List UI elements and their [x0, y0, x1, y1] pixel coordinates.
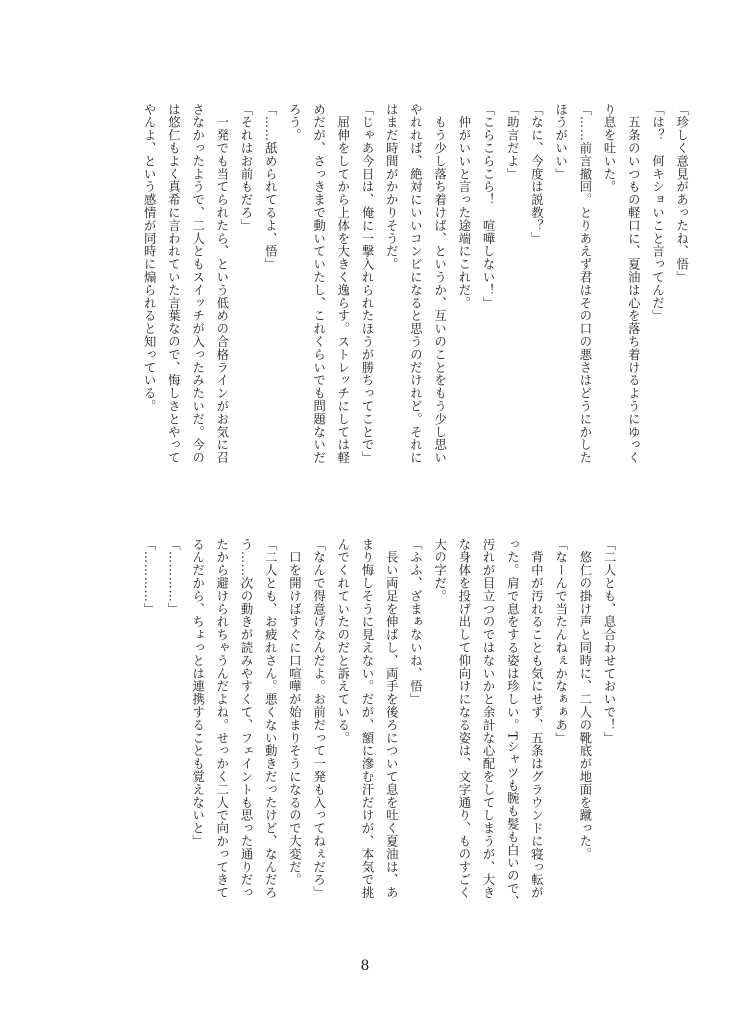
text-block-upper	[137, 103, 694, 513]
text-line: 五条のいつもの軽口に、夏油は心を落ち着けるようにゆっく	[626, 103, 641, 465]
text-line: ほうがいい」	[553, 103, 568, 181]
text-line: 「ふふ、ざまぁないね、悟」	[408, 538, 423, 706]
text-line: 「……前言撤回。とりあえず君はその口の悪さはどうにかした	[577, 103, 592, 465]
text-line: もう少し落ち着けば、というか、互いのことをもう少し思い	[432, 103, 447, 465]
text-line: 口を開けばすぐに口喧嘩が始まりそうになるので大変だ。	[287, 538, 302, 887]
text-line: 汚れが目立つのではないかと余計な心配をしてしまうが、大き	[481, 538, 496, 900]
text-line: ろう。	[287, 103, 302, 142]
text-line: たから避けられちゃうんだよね。せっかく二人で向かってきて	[214, 538, 229, 900]
text-line: 悠仁の掛け声と同時に、二人の靴底が地面を蹴った。	[577, 538, 592, 861]
text-line: り息を吐いた。	[602, 103, 617, 194]
text-line: は悠仁もよく真希に言われていた言葉なので、悔しさとやって	[166, 103, 181, 465]
page-number: 8	[360, 958, 370, 974]
text-line: まり悔しそうに見えない。だが、額に滲む汗だけが、本気で挑	[360, 538, 375, 900]
text-line: 「珍しく意見があったね、悟」	[674, 103, 689, 284]
text-line: 「……舐められてるよ、悟」	[263, 103, 278, 271]
text-line: 「こらこらこら！ 喧嘩しない！」	[481, 103, 496, 310]
text-line: 一発でも当てられたら、という低めの合格ラインがお気に召	[214, 103, 229, 465]
text-line: 屈伸をしてから上体を大きく逸らす。ストレッチにしては軽	[335, 103, 350, 465]
text-line: 大の字だ。	[432, 538, 447, 603]
text-line: 「…………」	[166, 538, 181, 616]
text-line: んでくれていたのだと訴えている。	[335, 538, 350, 745]
text-line: さなかったようで、二人ともスイッチが入ったみたいだ。今の	[190, 103, 205, 465]
text-line: めだが、さっきまで動いていたし、これくらいでも問題ないだ	[311, 103, 326, 465]
text-line: 「二人とも、息合わせておいで！」	[602, 538, 617, 745]
text-line: 「なんで得意げなんだよ。お前だって一発も入ってねぇだろ」	[311, 538, 326, 900]
text-line: 「なーんで当たんねぇかなぁぁあ」	[553, 538, 568, 745]
text-line: 仲がいいと言った途端にこれだ。	[456, 103, 471, 310]
text-line: 「助言だよ」	[505, 103, 520, 181]
text-line: 長い両足を伸ばし、両手を後ろについて息を吐く夏油は、あ	[384, 538, 399, 900]
text-line: 「は？ 何キショいこと言ってんだ」	[650, 103, 665, 323]
text-line: やんよ、という感情が同時に煽られると知っている。	[142, 103, 157, 413]
text-line: 「…………」	[142, 538, 157, 616]
text-line: な身体を投げ出して仰向けになる姿は、文字通り、ものすごく	[456, 538, 471, 900]
text-line: はまだ時間がかかりそうだ。	[384, 103, 399, 271]
text-line: やれれば、絶対にいいコンビになると思うのだけれど。それに	[408, 103, 423, 465]
text-line: 「それはお前もだろ」	[239, 103, 254, 232]
text-line: 「なに、今度は説教？」	[529, 103, 544, 245]
text-line: 「二人とも、お疲れさん。悪くない動きだったけど、なんだろ	[263, 538, 278, 900]
text-line: 「じゃあ今日は、俺に一撃入れられたほうが勝ちってことで」	[360, 103, 375, 465]
text-line: った。肩で息をする姿は珍しい。Tシャツも腕も髪も白いので、	[505, 538, 520, 909]
text-block-lower	[137, 538, 621, 909]
text-line: るんだから、ちょっとは連携することも覚えないと」	[190, 538, 205, 848]
text-line: 背中が汚れることも気にせず、五条はグラウンドに寝っ転が	[529, 538, 544, 900]
text-line: う……次の動きが読みやすくて、フェイントも思った通りだっ	[239, 538, 254, 900]
